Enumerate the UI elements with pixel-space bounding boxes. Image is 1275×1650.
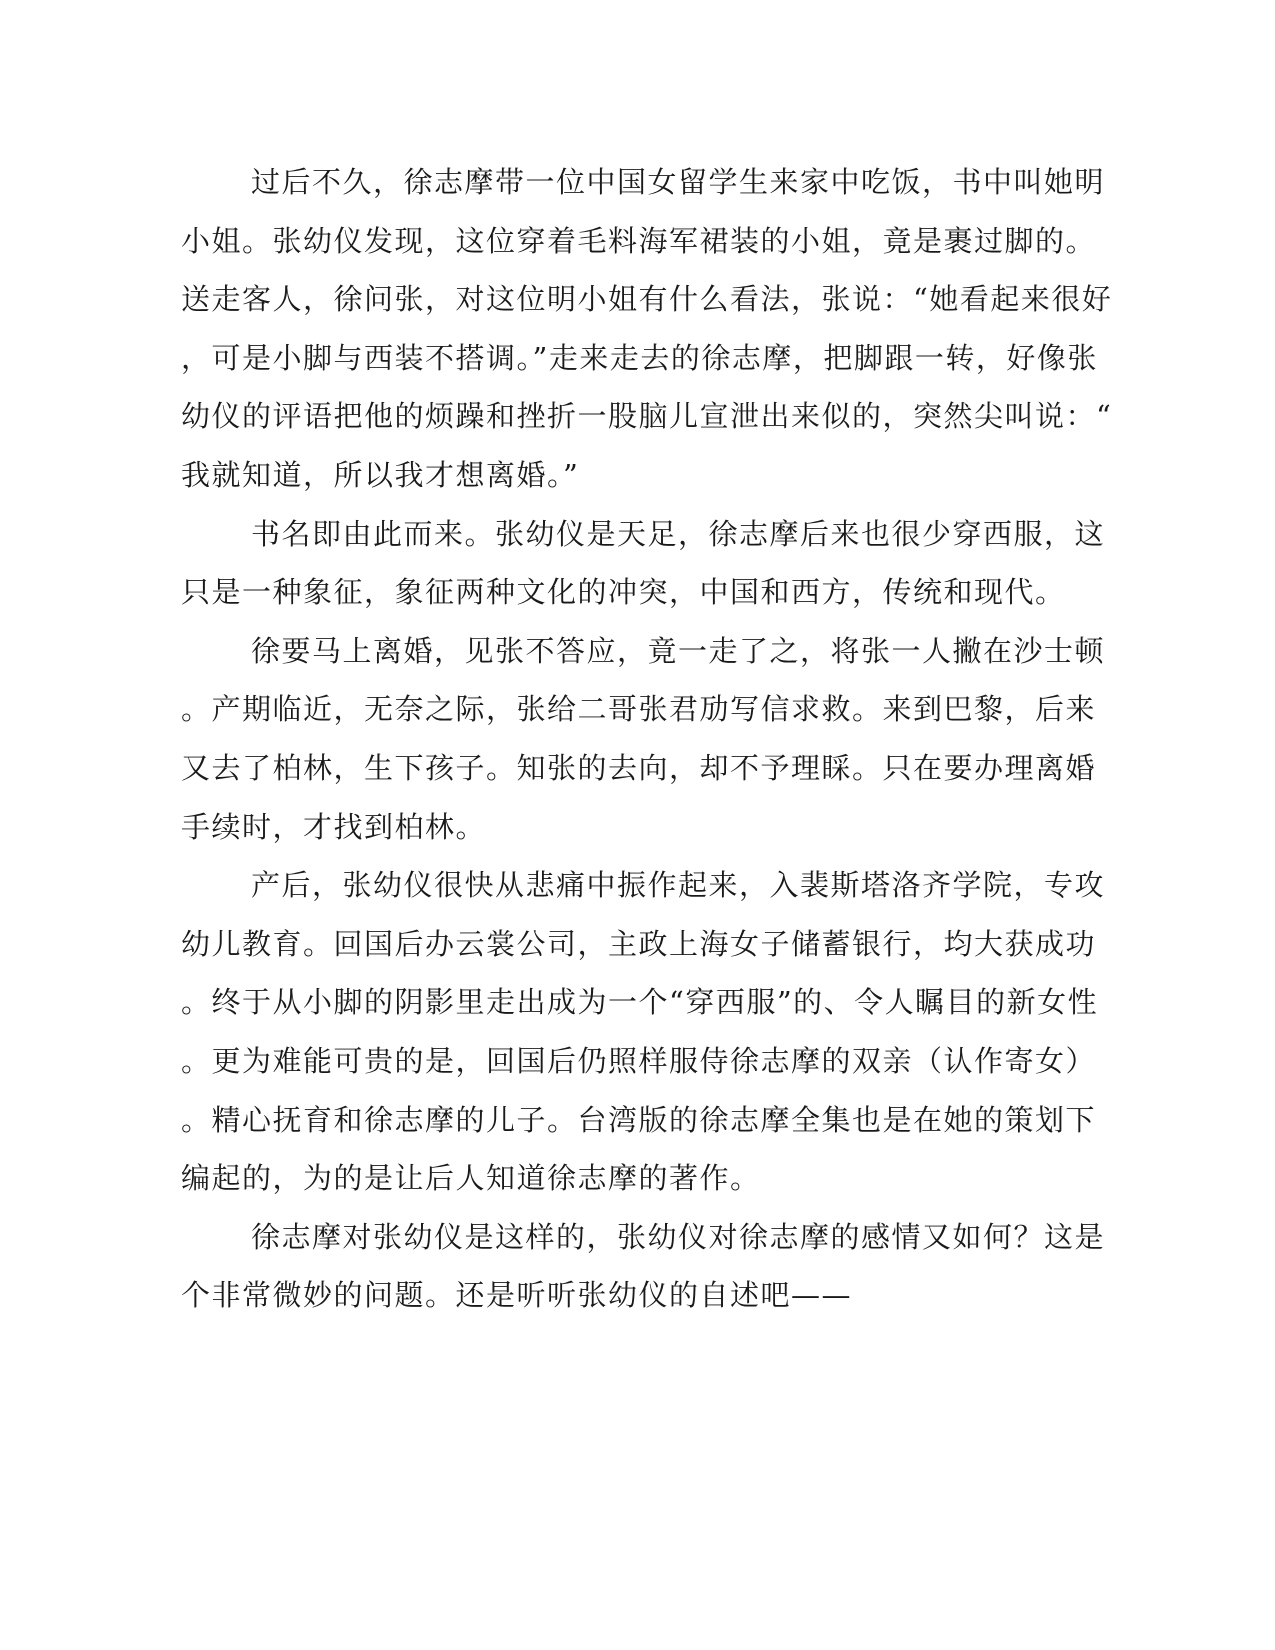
text-line: 手续时，才找到柏林。 xyxy=(181,809,487,844)
text-line: 。更为难能可贵的是，回国后仍照样服侍徐志摩的双亲（认作寄女） xyxy=(181,1043,1097,1078)
paragraph-1 xyxy=(181,153,1113,505)
text-line: 徐要马上离婚，见张不答应，竟一走了之，将张一人撇在沙士顿 xyxy=(251,633,1106,668)
text-line: 又去了柏林，生下孩子。知张的去向，却不予理睬。只在要办理离婚 xyxy=(181,750,1097,785)
text-line: 。产期临近，无奈之际，张给二哥张君劢写信求救。来到巴黎，后来 xyxy=(181,692,1097,727)
text-line: ，可是小脚与西装不搭调。”走来走去的徐志摩，把脚跟一转，好像张 xyxy=(181,340,1098,375)
paragraph-5 xyxy=(181,1208,1106,1325)
text-line: 只是一种象征，象征两种文化的冲突，中国和西方，传统和现代。 xyxy=(181,575,1066,610)
text-line: 幼儿教育。回国后办云裳公司，主政上海女子储蓄银行，均大获成功 xyxy=(181,926,1097,961)
paragraph-3 xyxy=(181,622,1106,856)
text-line: 过后不久，徐志摩带一位中国女留学生来家中吃饭，书中叫她明 xyxy=(251,165,1106,199)
paragraph-4 xyxy=(181,856,1106,1208)
text-line: 小姐。张幼仪发现，这位穿着毛料海军裙装的小姐，竟是裹过脚的。 xyxy=(181,223,1097,258)
text-line: 个非常微妙的问题。还是听听张幼仪的自述吧—— xyxy=(181,1278,853,1313)
text-line: 徐志摩对张幼仪是这样的，张幼仪对徐志摩的感情又如何？这是 xyxy=(251,1219,1106,1254)
document-body xyxy=(181,153,1113,1325)
text-line: 幼仪的评语把他的烦躁和挫折一股脑儿宣泄出来似的，突然尖叫说：“ xyxy=(181,399,1113,434)
text-line: 书名即由此而来。张幼仪是天足，徐志摩后来也很少穿西服，这 xyxy=(251,516,1106,551)
text-line: 编起的，为的是让后人知道徐志摩的著作。 xyxy=(181,1161,761,1196)
paragraph-2 xyxy=(181,505,1106,622)
text-line: 。精心抚育和徐志摩的儿子。台湾版的徐志摩全集也是在她的策划下 xyxy=(181,1102,1097,1137)
text-line: 送走客人，徐问张，对这位明小姐有什么看法，张说：“她看起来很好 xyxy=(181,282,1113,317)
text-line: 我就知道，所以我才想离婚。” xyxy=(181,457,580,492)
text-line: 。终于从小脚的阴影里走出成为一个“穿西服”的、令人瞩目的新女性 xyxy=(181,985,1099,1020)
text-line: 产后，张幼仪很快从悲痛中振作起来，入裴斯塔洛齐学院，专攻 xyxy=(251,868,1106,903)
